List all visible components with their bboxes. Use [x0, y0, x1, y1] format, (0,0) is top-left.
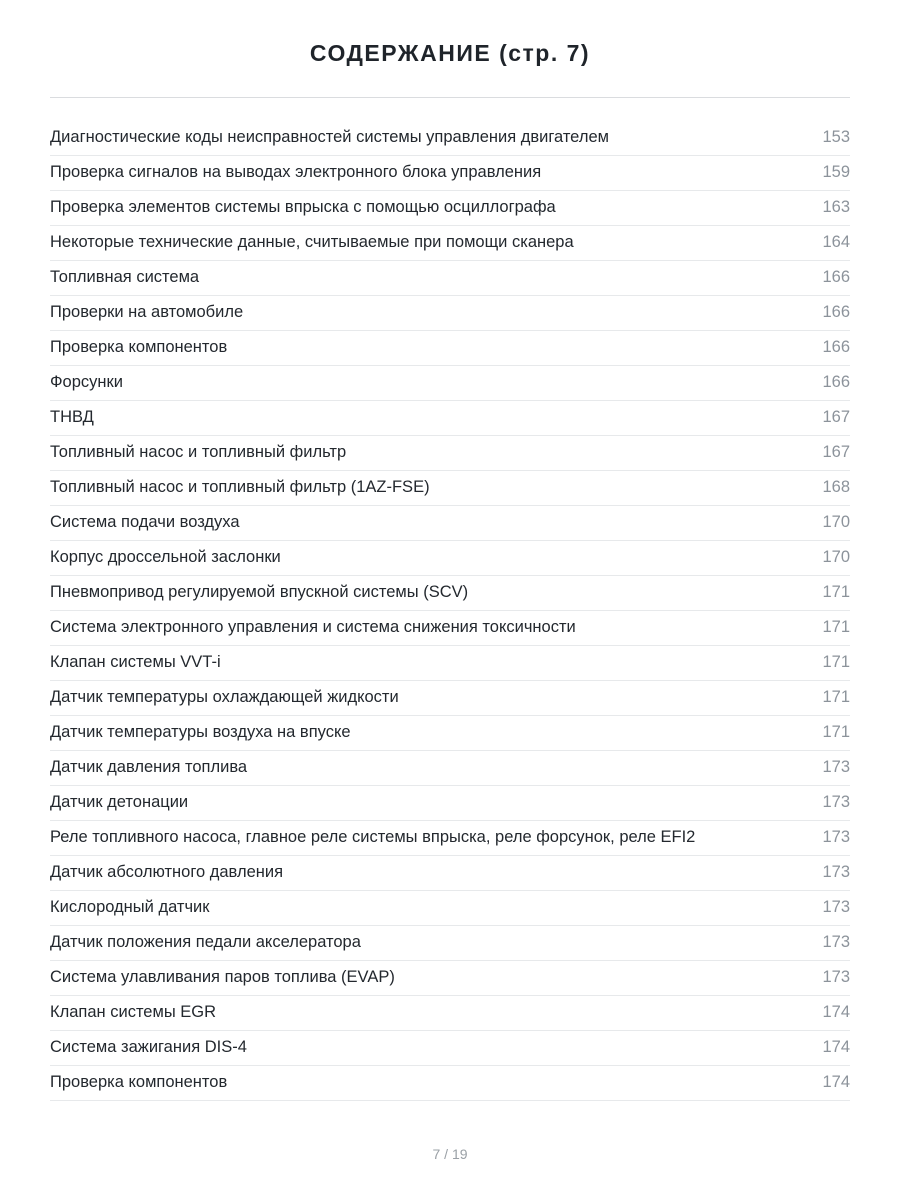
toc-entry-label: Датчик абсолютного давления: [50, 863, 284, 881]
toc-entry-label: Проверка элементов системы впрыска с помощью осциллографа: [50, 198, 556, 216]
toc-entry-label: Датчик температуры воздуха на впуске: [50, 723, 351, 741]
toc-entry-page: 167: [822, 408, 850, 426]
toc-entry-label: Система улавливания паров топлива (EVAP): [50, 968, 395, 986]
toc-entry-page: 166: [822, 268, 850, 286]
toc-entry-page: 174: [822, 1073, 850, 1091]
toc-entry-label: ТНВД: [50, 408, 94, 426]
toc-entry-page: 174: [822, 1038, 850, 1056]
page-title: СОДЕРЖАНИЕ (стр. 7): [309, 40, 591, 66]
toc-row: [50, 366, 850, 401]
toc-entry-page: 173: [822, 758, 850, 776]
toc-row: [50, 891, 850, 926]
toc-entry-page: 171: [822, 688, 850, 706]
toc-entry-page: 173: [822, 793, 850, 811]
toc-row: [50, 681, 850, 716]
toc-row: [50, 226, 850, 261]
toc-entry-label: Реле топливного насоса, главное реле системы впрыска, реле форсунок, реле EFI2: [50, 828, 696, 846]
toc-entry-page: 166: [822, 303, 850, 321]
toc-entry-label: Датчик давления топлива: [50, 758, 248, 776]
toc-row: [50, 401, 850, 436]
toc-entry-page: 163: [822, 198, 850, 216]
toc-entry-label: Топливный насос и топливный фильтр: [50, 443, 347, 461]
toc-row: [50, 331, 850, 366]
toc-entry-page: 173: [822, 828, 850, 846]
toc-entry-label: Диагностические коды неисправностей системы управления двигателем: [50, 128, 609, 146]
toc-entry-page: 171: [822, 653, 850, 671]
toc-row: [50, 1066, 850, 1101]
toc-entry-label: Кислородный датчик: [50, 898, 210, 916]
toc-entry-label: Некоторые технические данные, считываемые при помощи сканера: [50, 233, 574, 251]
toc-row: [50, 786, 850, 821]
toc-row: [50, 996, 850, 1031]
toc-entry-label: Система электронного управления и система снижения токсичности: [50, 618, 576, 636]
toc-list: [50, 121, 850, 1101]
toc-row: [50, 821, 850, 856]
toc-row: [50, 646, 850, 681]
toc-entry-page: 166: [822, 373, 850, 391]
toc-row: [50, 856, 850, 891]
toc-row: [50, 261, 850, 296]
toc-entry-page: 173: [822, 933, 850, 951]
toc-row: [50, 541, 850, 576]
toc-entry-page: 168: [822, 478, 850, 496]
toc-entry-label: Топливная система: [50, 268, 200, 286]
toc-entry-label: Система подачи воздуха: [50, 513, 240, 531]
toc-row: [50, 576, 850, 611]
toc-row: [50, 1031, 850, 1066]
toc-row: [50, 506, 850, 541]
title-divider: [50, 97, 850, 98]
toc-entry-page: 171: [822, 723, 850, 741]
toc-entry-page: 171: [822, 583, 850, 601]
toc-entry-page: 167: [822, 443, 850, 461]
toc-entry-page: 170: [822, 548, 850, 566]
toc-entry-label: Проверка компонентов: [50, 1073, 228, 1091]
toc-entry-page: 173: [822, 898, 850, 916]
toc-entry-page: 173: [822, 863, 850, 881]
toc-entry-label: Система зажигания DIS-4: [50, 1038, 247, 1056]
toc-row: [50, 436, 850, 471]
toc-entry-page: 164: [822, 233, 850, 251]
toc-entry-label: Корпус дроссельной заслонки: [50, 548, 281, 566]
toc-entry-page: 153: [822, 128, 850, 146]
toc-row: [50, 751, 850, 786]
toc-entry-page: 159: [822, 163, 850, 181]
toc-entry-page: 174: [822, 1003, 850, 1021]
toc-entry-page: 173: [822, 968, 850, 986]
toc-entry-page: 166: [822, 338, 850, 356]
toc-entry-label: Клапан системы VVT-i: [50, 653, 221, 671]
toc-entry-label: Датчик детонации: [50, 793, 189, 811]
toc-row: [50, 471, 850, 506]
toc-entry-label: Форсунки: [50, 373, 123, 391]
pagination: 7 / 19: [432, 1146, 468, 1162]
toc-entry-page: 171: [822, 618, 850, 636]
toc-entry-label: Топливный насос и топливный фильтр (1AZ-FSE): [50, 478, 430, 496]
toc-entry-label: Проверка сигналов на выводах электронного блока управления: [50, 163, 542, 181]
toc-row: [50, 156, 850, 191]
toc-entry-label: Пневмопривод регулируемой впускной системы (SCV): [50, 583, 469, 601]
toc-entry-label: Клапан системы EGR: [50, 1003, 217, 1021]
toc-row: [50, 296, 850, 331]
toc-entry-label: Датчик положения педали акселератора: [50, 933, 361, 951]
toc-entry-page: 170: [822, 513, 850, 531]
toc-row: [50, 926, 850, 961]
toc-row: [50, 716, 850, 751]
toc-entry-label: Датчик температуры охлаждающей жидкости: [50, 688, 399, 706]
toc-row: [50, 121, 850, 156]
toc-row: [50, 611, 850, 646]
toc-row: [50, 191, 850, 226]
toc-row: [50, 961, 850, 996]
toc-entry-label: Проверка компонентов: [50, 338, 228, 356]
toc-entry-label: Проверки на автомобиле: [50, 303, 244, 321]
